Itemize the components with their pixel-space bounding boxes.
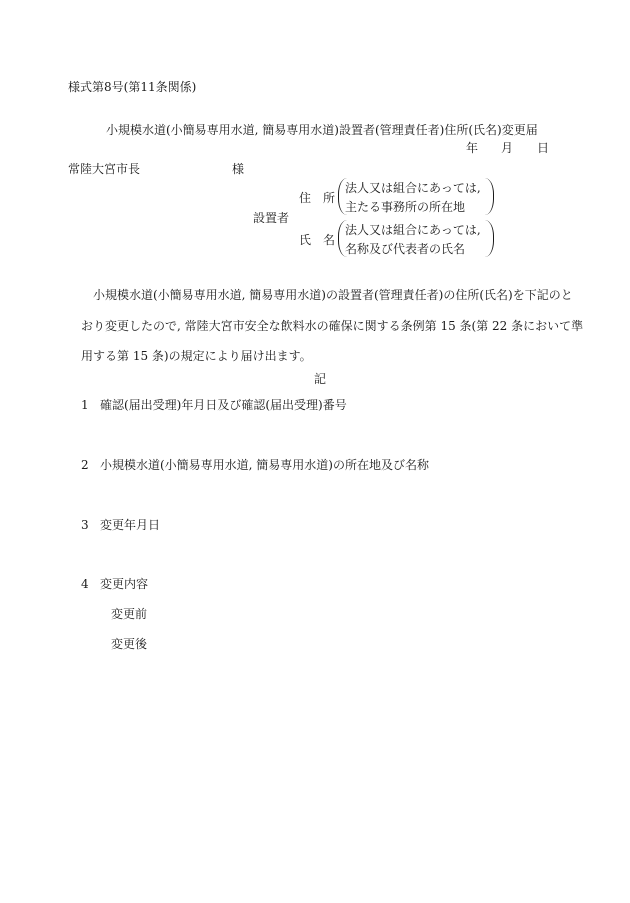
body-line: 用する第 15 条)の規定により届け出ます。 — [81, 349, 312, 363]
name-note-line2: 名称及び代表者の氏名 — [345, 242, 466, 256]
form-number: 様式第8号(第11条関係) — [68, 80, 197, 94]
item-number: 3 — [81, 518, 89, 532]
item-text: 変更内容 — [100, 577, 149, 591]
address-note-line1: 法人又は組合にあっては, — [345, 181, 481, 195]
change-after-label: 変更後 — [111, 637, 148, 651]
addressee-name: 常陸大宮市長 — [68, 162, 141, 176]
body-line: 小規模水道(小簡易専用水道, 簡易専用水道)の設置者(管理責任者)の住所(氏名)を下記のと — [93, 288, 573, 302]
addressee-honorific: 様 — [232, 162, 245, 176]
item-text: 小規模水道(小簡易専用水道, 簡易専用水道)の所在地及び名称 — [100, 458, 429, 472]
address-label: 住 所 — [299, 191, 336, 205]
item-number: 4 — [81, 577, 89, 591]
item-number: 1 — [81, 398, 89, 412]
name-label: 氏 名 — [299, 233, 336, 247]
applicant-label: 設置者 — [253, 211, 290, 225]
document-title: 小規模水道(小簡易専用水道, 簡易専用水道)設置者(管理責任者)住所(氏名)変更届 — [106, 123, 538, 137]
date-year-label: 年 — [466, 141, 479, 155]
change-before-label: 変更前 — [111, 607, 148, 621]
item-text: 確認(届出受理)年月日及び確認(届出受理)番号 — [100, 398, 347, 412]
date-day-label: 日 — [537, 141, 550, 155]
ki-heading: 記 — [314, 372, 327, 386]
item-text: 変更年月日 — [100, 518, 161, 532]
item-number: 2 — [81, 458, 89, 472]
body-line: おり変更したので, 常陸大宮市安全な飲料水の確保に関する条例第 15 条(第 22 条において準 — [81, 319, 584, 333]
address-note-line2: 主たる事務所の所在地 — [345, 200, 466, 214]
date-month-label: 月 — [501, 141, 514, 155]
name-note-line1: 法人又は組合にあっては, — [345, 223, 481, 237]
